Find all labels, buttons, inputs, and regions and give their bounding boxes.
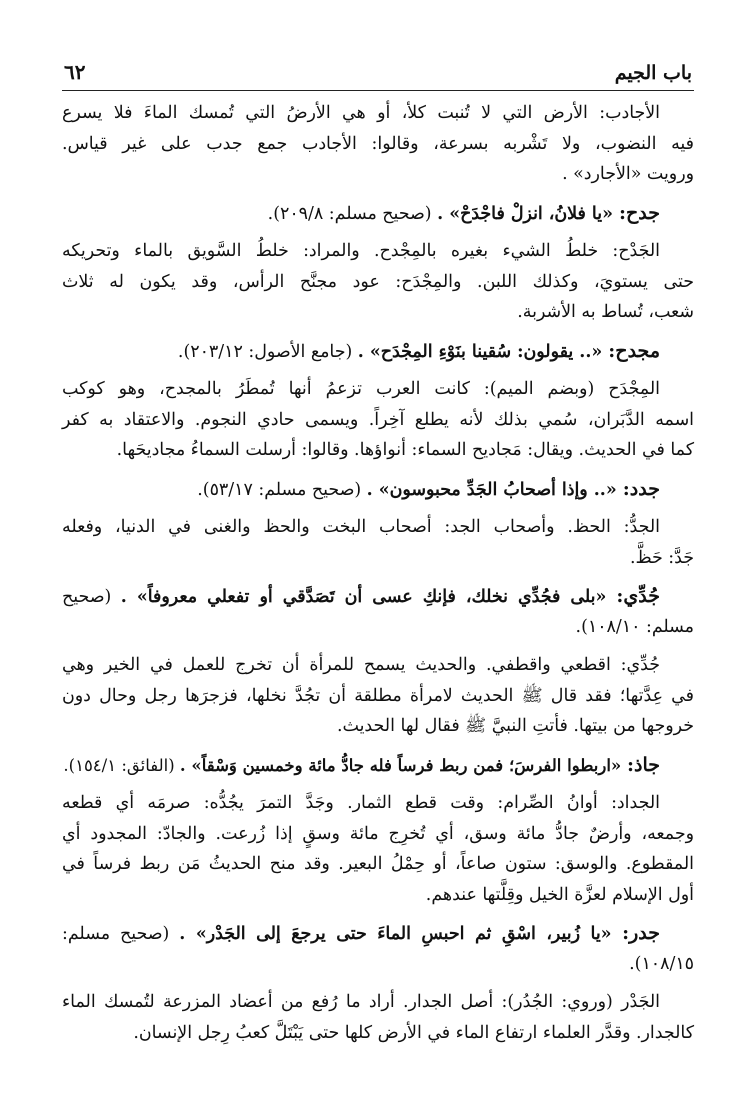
text-line bbox=[62, 512, 694, 543]
text-line bbox=[62, 819, 694, 850]
line-text: ١٠٨/١٥). bbox=[629, 953, 694, 974]
paragraph bbox=[62, 788, 694, 910]
entry-headword: جدح: bbox=[619, 201, 660, 224]
text-line bbox=[62, 750, 694, 781]
hadith-quote: «يا فلانُ، انزلْ فاجْدَحْ» . bbox=[437, 203, 619, 224]
line-text: (صحيح bbox=[62, 587, 121, 607]
text-line bbox=[62, 987, 694, 1018]
entry-headword: جدر: bbox=[622, 922, 660, 944]
text-line bbox=[62, 711, 694, 742]
line-text: (صحيح مسلم: ٥٣/١٧). bbox=[197, 479, 367, 500]
text-line bbox=[62, 543, 694, 574]
line-text: جُدِّي: اقطعي واقطفي. والحديث يسمح للمرأة أن تخرج للعمل في الخير وهي bbox=[62, 655, 660, 675]
line-text: (صحيح مسلم: ٢٠٩/٨). bbox=[267, 203, 438, 224]
paragraph bbox=[62, 512, 694, 573]
line-text: في عِدَّتها؛ فقد قال ﷺ الحديث لامرأة مطلقة أن تجُدَّ نخلها، فزجرَها رجل وحال دون bbox=[62, 685, 694, 706]
hadith-quote: «بلى فجُدِّي نخلك، فإنكِ عسى أن تَصَدَّقي أو تفعلي معروفاً» . bbox=[120, 587, 617, 607]
text-line bbox=[62, 612, 694, 643]
page-number: ٦٢ bbox=[64, 60, 86, 84]
hadith-quote: «اربطوا الفرسَ؛ فمن ربط فرساً فله جادُّ مائة وخمسين وَسْقاً» . bbox=[179, 755, 627, 775]
text-line bbox=[62, 98, 694, 129]
line-text: الجداد: أوانُ الصِّرام: وقت قطع الثمار. وجَدَّ التمرَ يجُدُّه: صرمَه أي قطعه bbox=[62, 793, 660, 813]
text-line bbox=[62, 918, 694, 949]
line-text: كالجدار. وقدَّر العلماء ارتفاع الماء في الأرض كلها حتى يَبْتَلَّ كعبُ رِجل الإنسان. bbox=[133, 1022, 694, 1043]
paragraph bbox=[62, 987, 694, 1048]
line-text: جَدَّ: حَظَّ. bbox=[629, 547, 694, 568]
text-line bbox=[62, 435, 694, 466]
line-text: المقطوع. والوسق: ستون صاعاً، أو حِمْلُ البعير. وقد منح الحديثُ مَن ربط فرساً في bbox=[62, 854, 694, 874]
paragraph bbox=[62, 374, 694, 466]
line-text: كما في الحديث. ويقال: مَجاديح السماء: أنواؤها. وقالوا: أرسلت السماءُ مجاديحَها. bbox=[116, 440, 694, 460]
page-header bbox=[62, 56, 694, 91]
entry-headword: جدد: bbox=[622, 477, 660, 500]
paragraph bbox=[62, 918, 694, 979]
entry-headword: جاذ: bbox=[626, 753, 660, 776]
text-line bbox=[62, 297, 694, 328]
paragraph bbox=[62, 750, 694, 781]
line-text: الأجادب: الأرض التي لا تُنبت كلأ، أو هي الأرضُ التي تُمسك الماءَ فلا يسرع bbox=[62, 103, 660, 123]
line-text: مسلم: ١٠٨/١٠). bbox=[575, 616, 694, 637]
text-line bbox=[62, 336, 694, 367]
text-line bbox=[62, 129, 694, 160]
text-line bbox=[62, 949, 694, 980]
line-text: الجدُّ: الحظ. وأصحاب الجد: أصحاب البخت والحظ والغنى في الدنيا، وفعله bbox=[62, 517, 660, 537]
line-text: الجَدْح: خلطُ الشيء بغيره بالمِجْدح. والمراد: خلطُ السَّويق بالماء وتحريكه bbox=[62, 241, 660, 261]
paragraph bbox=[62, 581, 694, 642]
line-text: حتى يستويَ، وكذلك اللبن. والمِجْدَح: عود مجنَّح الرأس، وقد يكون له ثلاث bbox=[62, 271, 694, 292]
line-text: (جامع الأصول: ٢٠٣/١٢). bbox=[177, 341, 358, 362]
paragraph bbox=[62, 98, 694, 190]
line-text: (صحيح مسلم: bbox=[62, 924, 180, 944]
line-text: شعب، تُساط به الأشربة. bbox=[517, 302, 694, 322]
line-text: وجمعه، وأرضٌ جادُّ مائة وسق، أي تُخرِج مائة وسقٍ إذا زُرعت. والجادّ: المجدود أي bbox=[62, 823, 694, 844]
text-line bbox=[62, 681, 694, 712]
entry-headword: جُدِّي: bbox=[616, 585, 660, 607]
text-line bbox=[62, 198, 694, 229]
hadith-quote: «يا زُبير، اسْقِ ثم احبسِ الماءَ حتى يرجعَ إلى الجَدْر» . bbox=[179, 924, 623, 944]
text-line bbox=[62, 159, 694, 190]
line-text: الجَدْر (وروي: الجُدُر): أصل الجدار. أراد ما رُفع من أعضاد المزرعة لتُمسك الماء bbox=[62, 992, 660, 1012]
text-line bbox=[62, 581, 694, 612]
line-text: خروجها من بيتها. فأتتِ النبيَّ ﷺ فقال لها الحديث. bbox=[336, 716, 694, 736]
chapter-title: باب الجيم bbox=[614, 62, 692, 84]
hadith-quote: «.. يقولون: سُقينا بنَوْءِ المِجْدَح» . bbox=[357, 341, 609, 362]
page-content bbox=[62, 98, 694, 1048]
line-text: (الفائق: ١٥٤/١). bbox=[63, 755, 180, 775]
text-line bbox=[62, 849, 694, 880]
paragraph bbox=[62, 236, 694, 328]
text-line bbox=[62, 267, 694, 298]
text-line bbox=[62, 236, 694, 267]
text-line bbox=[62, 880, 694, 911]
text-line bbox=[62, 788, 694, 819]
line-text: ورويت «الأجارد» . bbox=[562, 164, 694, 184]
hadith-quote: «.. وإذا أصحابُ الجَدِّ محبوسون» . bbox=[366, 479, 623, 500]
paragraph bbox=[62, 198, 694, 229]
text-line bbox=[62, 1018, 694, 1049]
text-line bbox=[62, 474, 694, 505]
line-text: أول الإسلام لعزَّة الخيل وقِلَّتها عندهم. bbox=[425, 884, 694, 905]
entry-headword: مجدح: bbox=[608, 339, 660, 362]
paragraph bbox=[62, 650, 694, 742]
line-text: المِجْدَح (وبضم الميم): كانت العرب تزعمُ أنها تُمطَرُ بالمجدح، وهو كوكب bbox=[62, 379, 660, 399]
line-text: فيه النضوب، ولا تَشْربه بسرعة، وقالوا: الأجادب جمع جدب على غير قياس. bbox=[62, 133, 694, 154]
text-line bbox=[62, 374, 694, 405]
text-line bbox=[62, 405, 694, 436]
text-line bbox=[62, 650, 694, 681]
paragraph bbox=[62, 336, 694, 367]
line-text: اسمه الدَّبَران، سُمي بذلك لأنه يطلع آخِراً. ويسمى حادي النجوم. والاعتقاد به كفر bbox=[62, 409, 694, 430]
paragraph bbox=[62, 474, 694, 505]
